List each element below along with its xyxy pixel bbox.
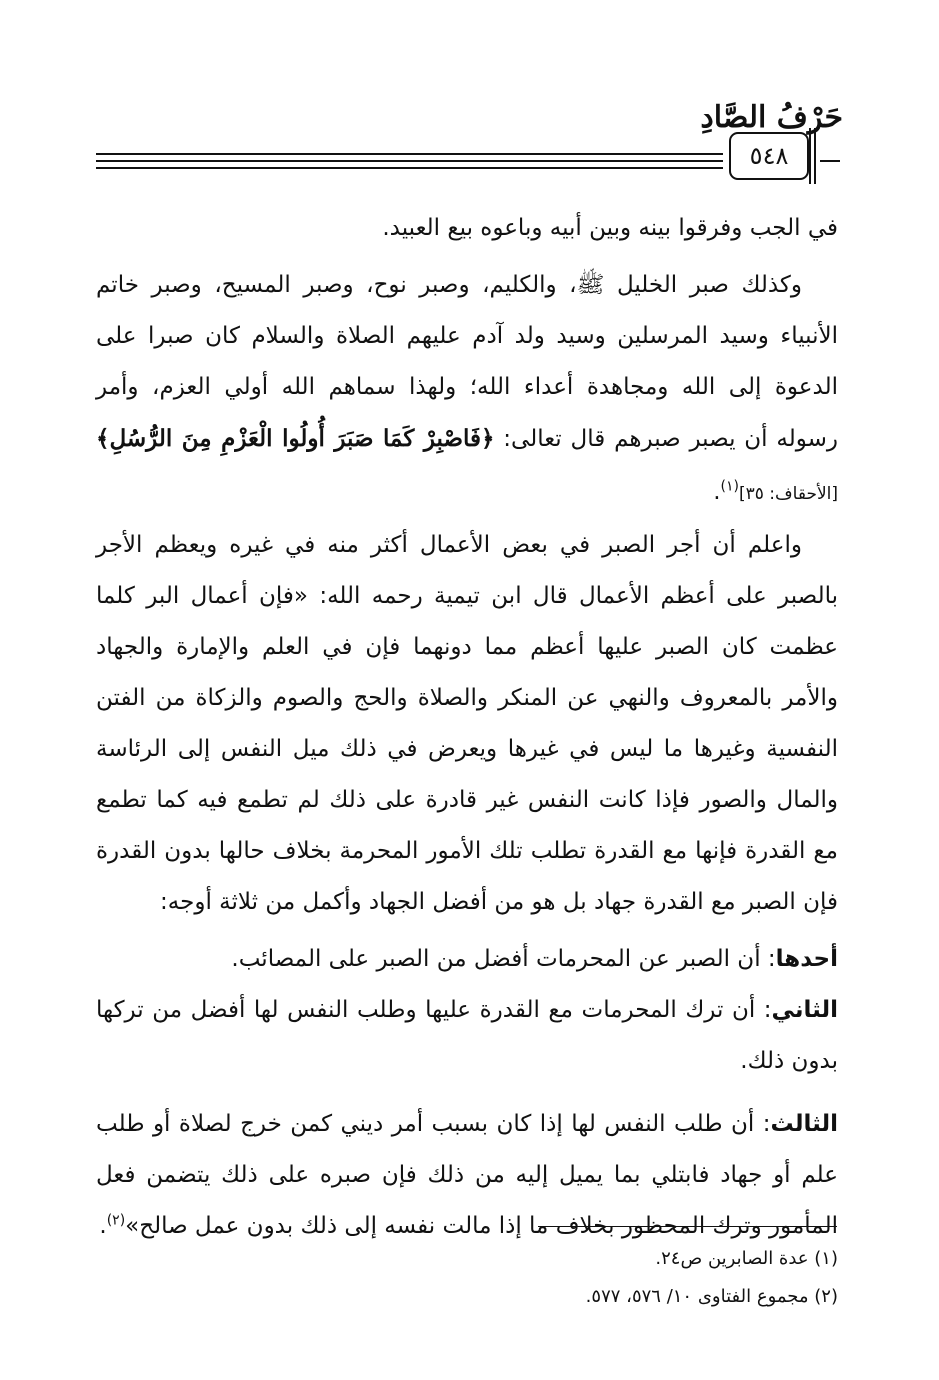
footnote: (١) عدة الصابرين ص٢٤. <box>655 1248 838 1269</box>
header-rule <box>96 153 723 155</box>
paragraph <box>96 985 838 1087</box>
header-rule <box>96 167 723 169</box>
chapter-title: حَرْفُ الصَّادِ <box>700 100 843 135</box>
footnote: (٢) مجموع الفتاوى ١٠/ ٥٧٦، ٥٧٧. <box>585 1286 838 1307</box>
point-label: أحدها <box>775 946 838 972</box>
header-rule <box>96 160 723 162</box>
point-label: الثاني <box>771 997 838 1023</box>
quran-verse: ﴿فَاصْبِرْ كَمَا صَبَرَ أُولُوا الْعَزْمِ مِنَ الرُّسُلِ﴾ <box>96 425 495 452</box>
paragraph-text: وكذلك صبر الخليل ﷺ، والكليم، وصبر نوح، وصبر المسيح، وصبر خاتم الأنبياء وسيد المرسلين وسيد ولد آدم عليهم الصلاة والسلام كان صبرا على الدعوة إلى الله ومجاهدة أعداء الله؛ ولهذا سماهم الله أولي العزم، وأمر رسوله أن يصبر صبرهم قال تعالى: <box>96 272 838 452</box>
footnote-ref[interactable]: (٢) <box>106 1212 126 1229</box>
paragraph <box>96 934 838 985</box>
footnote-ref[interactable]: (١) <box>720 478 739 495</box>
period: . <box>99 1213 107 1239</box>
paragraph-text: : أن ترك المحرمات مع القدرة عليها وطلب النفس لها أفضل من تركها بدون ذلك. <box>96 997 838 1074</box>
paragraph-text: : أن طلب النفس لها إذا كان بسبب أمر ديني كمن خرج لصلاة أو طلب علم أو جهاد فابتلي بما يميل إليه من ذلك فإن صبره على ذلك يتضمن فعل المأمور وترك المحظور بخلاف ما إذا مالت نفسه إلى ذلك بدون عمل صالح» <box>96 1111 838 1239</box>
period: . <box>713 479 721 505</box>
page-number: ٥٤٨ <box>729 132 809 180</box>
header-rule-short <box>820 160 840 162</box>
footnotes <box>96 1240 838 1316</box>
body-text <box>96 203 838 1252</box>
verse-citation: [الأحقاف: ٣٥] <box>739 484 838 504</box>
paragraph: في الجب وفرقوا بينه وبين أبيه وباعوه بيع العبيد. <box>382 215 838 241</box>
paragraph <box>96 260 838 520</box>
point-label: الثالث <box>770 1111 838 1137</box>
paragraph <box>96 1099 838 1252</box>
paragraph: واعلم أن أجر الصبر في بعض الأعمال أكثر منه في غيره ويعظم الأجر بالصبر على أعظم الأعمال قال ابن تيمية رحمه الله: «فإن أعمال البر كلما عظمت كان الصبر عليها أعظم مما دونهما فإن في العلم والإمارة والجهاد والأمر بالمعروف والنهي عن المنكر والصلاة والحج والصوم والزكاة من الفتن النفسية وغيرها ما ليس في غيرها ويعرض في ذلك ميل النفس إلى الرئاسة والمال والصور فإذا كانت النفس غير قادرة على ذلك لم تطمع فيه كما تطمع مع القدرة فإنها مع القدرة تطلب تلك الأمور المحرمة بخلاف حالها بدون القدرة فإن الصبر مع القدرة جهاد بل هو من أفضل الجهاد وأكمل من ثلاثة أوجه: <box>96 532 838 915</box>
paragraph-text: : أن الصبر عن المحرمات أفضل من الصبر على المصائب. <box>231 946 776 972</box>
footnote-separator <box>538 1226 837 1227</box>
